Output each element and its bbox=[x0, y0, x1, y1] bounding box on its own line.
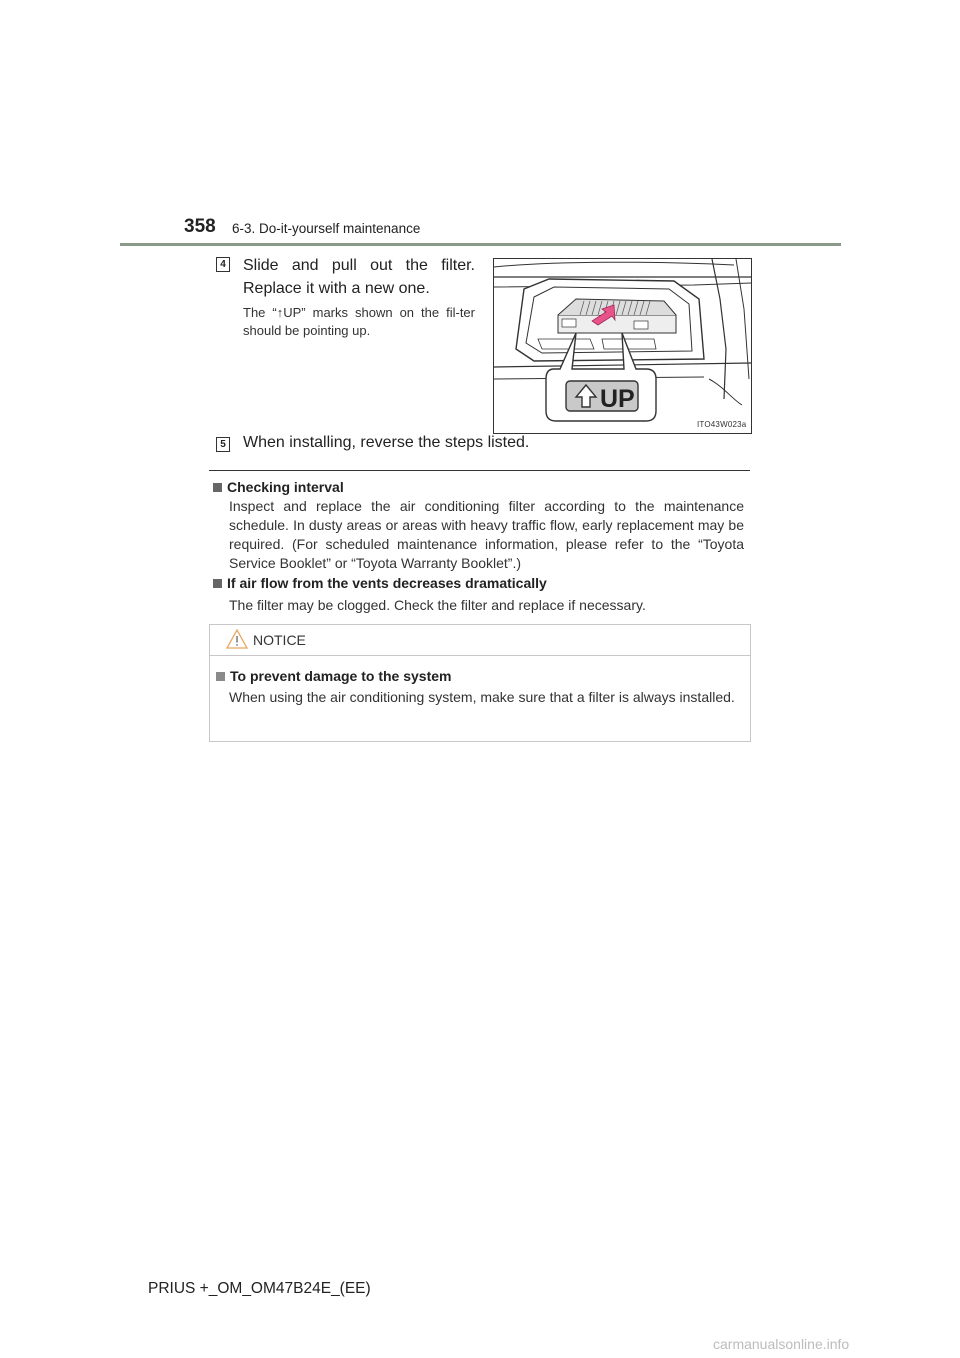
info-heading-text: Checking interval bbox=[227, 479, 344, 495]
notice-header bbox=[210, 625, 750, 656]
bullet-square-icon bbox=[216, 672, 225, 681]
warning-triangle-icon bbox=[226, 629, 248, 649]
watermark: carmanualsonline.info bbox=[713, 1336, 850, 1352]
notice-heading bbox=[216, 668, 451, 684]
info-heading-text: If air flow from the vents decreases dramatically bbox=[227, 575, 547, 591]
step-text: When installing, reverse the steps listed. bbox=[243, 434, 530, 451]
step-number-box: 4 bbox=[216, 257, 230, 272]
notice-box bbox=[209, 624, 751, 742]
notice-label: NOTICE bbox=[253, 632, 306, 648]
filter-illustration bbox=[493, 258, 752, 434]
illustration-code: ITO43W023a bbox=[697, 420, 747, 429]
footer-doc-id: PRIUS +_OM_OM47B24E_(EE) bbox=[148, 1280, 371, 1297]
step-number-box: 5 bbox=[216, 437, 230, 452]
notice-heading-text: To prevent damage to the system bbox=[230, 668, 452, 684]
info-heading bbox=[213, 575, 547, 591]
info-heading bbox=[213, 479, 344, 495]
bullet-square-icon bbox=[213, 579, 222, 588]
info-body: Inspect and replace the air conditioning filter according to the maintenance schedule. In dusty areas or areas with heavy traffic flow, early replacement may be required. (For scheduled maintenance information, please refer to the “Toyota Service Booklet” or “Toyota Warranty Booklet”.) bbox=[229, 498, 744, 571]
callout-up-text: UP bbox=[600, 385, 635, 413]
page-number: 358 bbox=[184, 216, 216, 237]
info-body: The filter may be clogged. Check the filter and replace if necessary. bbox=[229, 597, 646, 613]
section-title: 6-3. Do-it-yourself maintenance bbox=[232, 221, 421, 236]
glovebox-filter-drawing bbox=[494, 259, 751, 433]
header-rule bbox=[120, 243, 841, 246]
notice-body: When using the air conditioning system, make sure that a filter is always installed. bbox=[229, 689, 735, 705]
section-divider bbox=[209, 470, 750, 471]
step-note: The “↑UP” marks shown on the fil-ter should be pointing up. bbox=[243, 305, 475, 338]
bullet-square-icon bbox=[213, 483, 222, 492]
step-text: Slide and pull out the filter. Replace it with a new one. bbox=[243, 257, 475, 297]
